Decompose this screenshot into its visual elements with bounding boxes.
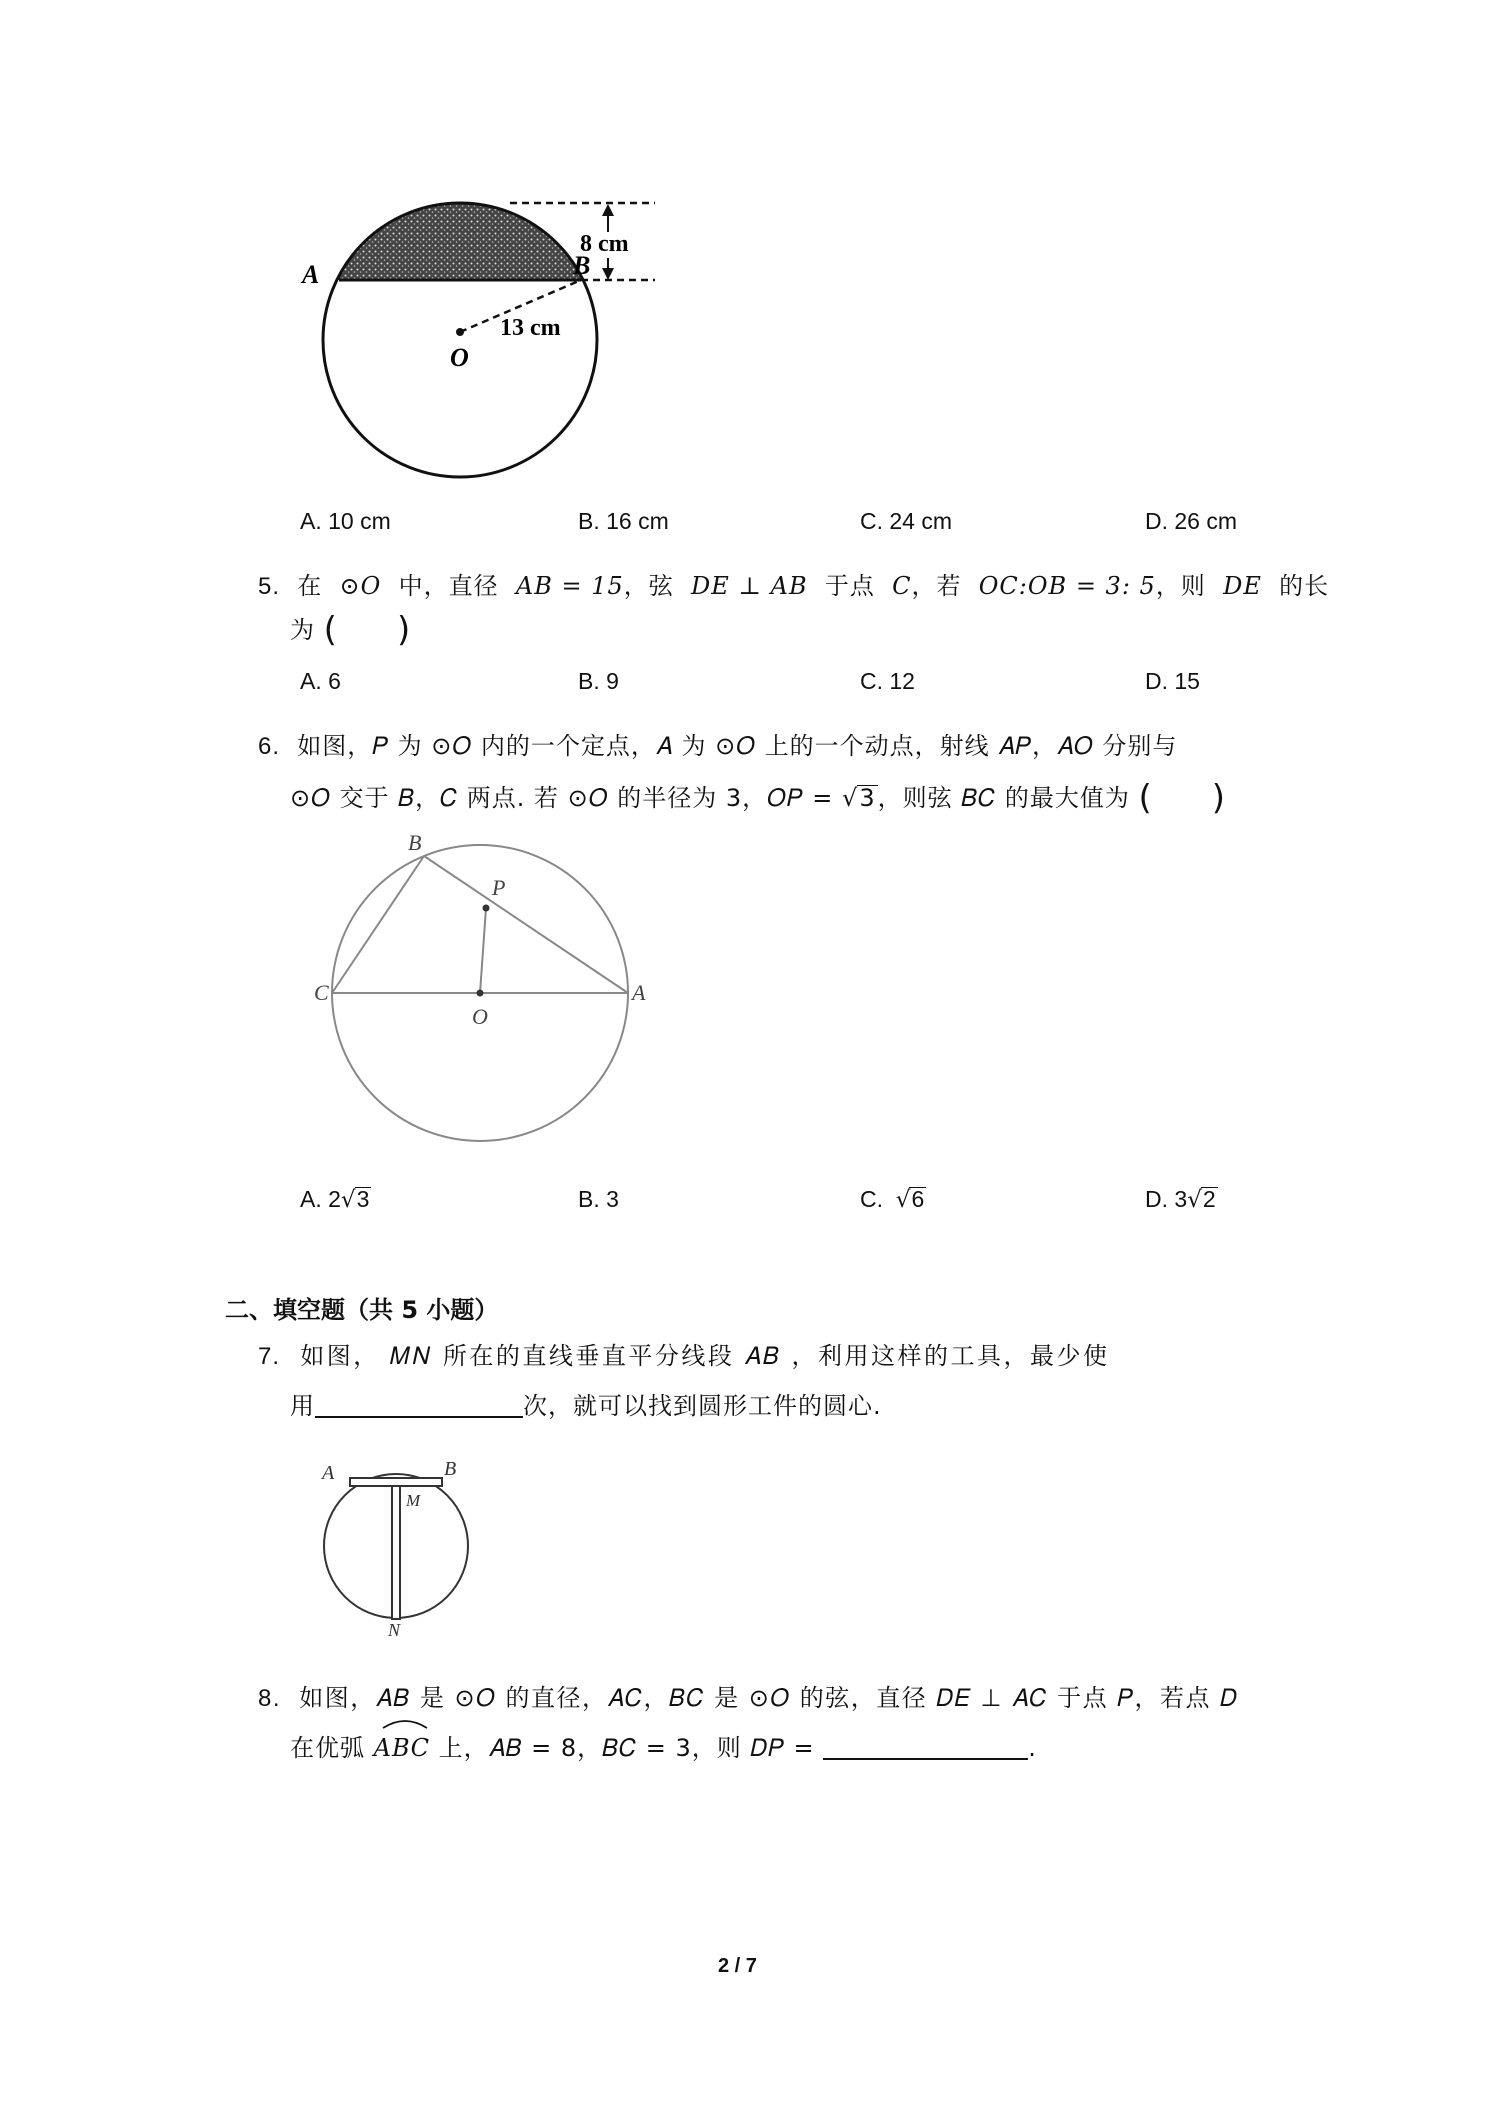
q6-label-a: A xyxy=(632,980,646,1005)
q5-option-c[interactable]: C. 12 xyxy=(860,668,915,694)
q6-option-d-prefix: D. 3 xyxy=(1145,1186,1188,1212)
q5-number: 5. xyxy=(258,573,281,600)
q7-label-n: N xyxy=(388,1620,401,1638)
section-title: 二、填空题（共 5 小题） xyxy=(225,1296,499,1324)
q7-label-m: M xyxy=(406,1491,421,1510)
q6-line2: ⊙𝑂 交于 𝐵，𝐶 两点. 若 ⊙𝑂 的半径为 3，𝑂𝑃 = √3，则弦 𝐵𝐶 的最大值为 ( ) xyxy=(290,778,1227,818)
q7-answer-blank[interactable] xyxy=(315,1390,523,1418)
q4-label-radius: 13 cm xyxy=(500,315,561,341)
q7-label-a: A xyxy=(322,1462,335,1484)
q6-text-line2-end: ，则弦 𝐵𝐶 的最大值为 xyxy=(877,784,1130,812)
q7-ruler-mn xyxy=(392,1486,400,1619)
q5-de-perp: 𝐷𝐸 ⊥ 𝐴𝐵 xyxy=(691,572,808,600)
q8-text-line1: 如图，𝐴𝐵 是 ⊙𝑂 的直径，𝐴𝐶，𝐵𝐶 是 ⊙𝑂 的弦，直径 𝐷𝐸 ⊥ 𝐴𝐶 于点 𝑃，若点 𝐷 xyxy=(299,1684,1239,1712)
q8-line1 xyxy=(258,1678,1238,1713)
q6-option-a-radicand: 3 xyxy=(356,1186,370,1212)
q6-option-a[interactable]: A. 2√3 xyxy=(300,1186,370,1213)
q8-number: 8. xyxy=(258,1685,282,1712)
q5-text-at: 于点 xyxy=(824,572,875,600)
q4-label-height: 8 cm xyxy=(580,231,629,257)
q7-line1 xyxy=(258,1336,1110,1371)
q6-option-c[interactable]: C. √6 xyxy=(860,1186,925,1213)
q7-line2 xyxy=(290,1386,882,1421)
q8-text-line2-b: 上，𝐴𝐵 = 8，𝐵𝐶 = 3，则 𝐷𝑃 = xyxy=(438,1734,815,1762)
q6-option-c-prefix: C. xyxy=(860,1186,890,1212)
q7-figure xyxy=(316,1458,486,1638)
q5-circle-o: ⊙𝑂 xyxy=(339,572,382,600)
q6-option-b[interactable]: B. 3 xyxy=(578,1186,619,1212)
q5-ratio: 𝑂𝐶:𝑂𝐵 = 3: 5 xyxy=(978,572,1156,600)
q5-text-in: 在 xyxy=(297,572,323,600)
q5-text-is: 为 xyxy=(290,616,315,644)
q5-line1 xyxy=(258,566,1329,601)
q8-arc-abc: 𝐴𝐵𝐶 xyxy=(373,1734,430,1762)
q6-option-a-prefix: A. 2 xyxy=(300,1186,341,1212)
q4-option-d[interactable]: D. 26 cm xyxy=(1145,508,1238,534)
q7-number: 7. xyxy=(258,1343,281,1370)
q8-text-line2-end: . xyxy=(1028,1734,1037,1762)
q6-option-d[interactable]: D. 3√2 xyxy=(1145,1186,1216,1213)
q6-number: 6. xyxy=(258,733,281,760)
q8-text-line2-a: 在优弧 xyxy=(290,1734,365,1762)
q6-figure xyxy=(300,828,670,1158)
q6-option-d-radicand: 2 xyxy=(1202,1186,1216,1212)
q6-segment-op xyxy=(480,908,486,993)
q7-text-line1: 如图， 𝑀𝑁 所在的直线垂直平分线段 𝐴𝐵 ，利用这样的工具，最少使 xyxy=(300,1342,1110,1370)
q5-text-then: ，则 xyxy=(1155,572,1206,600)
q7-text-line2-a: 用 xyxy=(290,1392,315,1420)
q4-option-a[interactable]: A. 10 cm xyxy=(300,508,391,534)
q4-label-a: A xyxy=(302,260,320,289)
q4-label-o: O xyxy=(450,343,469,372)
q6-answer-paren[interactable]: ( ) xyxy=(1138,778,1227,818)
q6-sqrt-arg: 3 xyxy=(859,784,876,812)
q7-text-line2-b: 次，就可以找到圆形工件的圆心. xyxy=(523,1392,882,1420)
q6-label-b: B xyxy=(408,830,422,855)
q6-text-line1: 如图，𝑃 为 ⊙𝑂 内的一个定点，𝐴 为 ⊙𝑂 上的一个动点，射线 𝐴𝑃，𝐴𝑂 分别与 xyxy=(297,732,1178,760)
page-number: 2 / 7 xyxy=(718,1955,757,1977)
q5-text-chord: ，弦 xyxy=(623,572,674,600)
q4-option-b[interactable]: B. 16 cm xyxy=(578,508,669,534)
q8-line2 xyxy=(290,1728,1037,1763)
q6-label-p: P xyxy=(492,875,506,900)
q6-chord-ba xyxy=(424,856,628,993)
q4-option-c[interactable]: C. 24 cm xyxy=(860,508,953,534)
q7-label-b: B xyxy=(444,1458,457,1480)
q6-chord-bc xyxy=(332,856,424,993)
q5-de: 𝐷𝐸 xyxy=(1223,572,1262,600)
q5-point-c: 𝐶 xyxy=(892,572,912,600)
q5-line2 xyxy=(290,610,411,650)
q6-text-line2: ⊙𝑂 交于 𝐵，𝐶 两点. 若 ⊙𝑂 的半径为 3，𝑂𝑃 = xyxy=(290,784,843,812)
q4-figure xyxy=(290,190,670,490)
q6-label-o: O xyxy=(472,1004,488,1029)
q6-option-c-radicand: 6 xyxy=(911,1186,925,1212)
q5-text-if: ，若 xyxy=(911,572,962,600)
q5-answer-paren[interactable]: ( ) xyxy=(323,610,412,650)
q8-answer-blank[interactable] xyxy=(823,1732,1028,1760)
q5-option-d[interactable]: D. 15 xyxy=(1145,668,1200,694)
q8-arc-mark xyxy=(380,1716,430,1730)
q5-text-mid: 中，直径 xyxy=(398,572,499,600)
q5-ab-eq: 𝐴𝐵 = 15 xyxy=(515,572,624,600)
q5-option-a[interactable]: A. 6 xyxy=(300,668,341,694)
q4-label-b: B xyxy=(573,251,591,280)
q6-label-c: C xyxy=(314,980,329,1005)
q6-line1 xyxy=(258,726,1177,761)
q5-text-len: 的长 xyxy=(1279,572,1330,600)
q5-option-b[interactable]: B. 9 xyxy=(578,668,619,694)
q7-ruler-ab xyxy=(350,1478,442,1486)
